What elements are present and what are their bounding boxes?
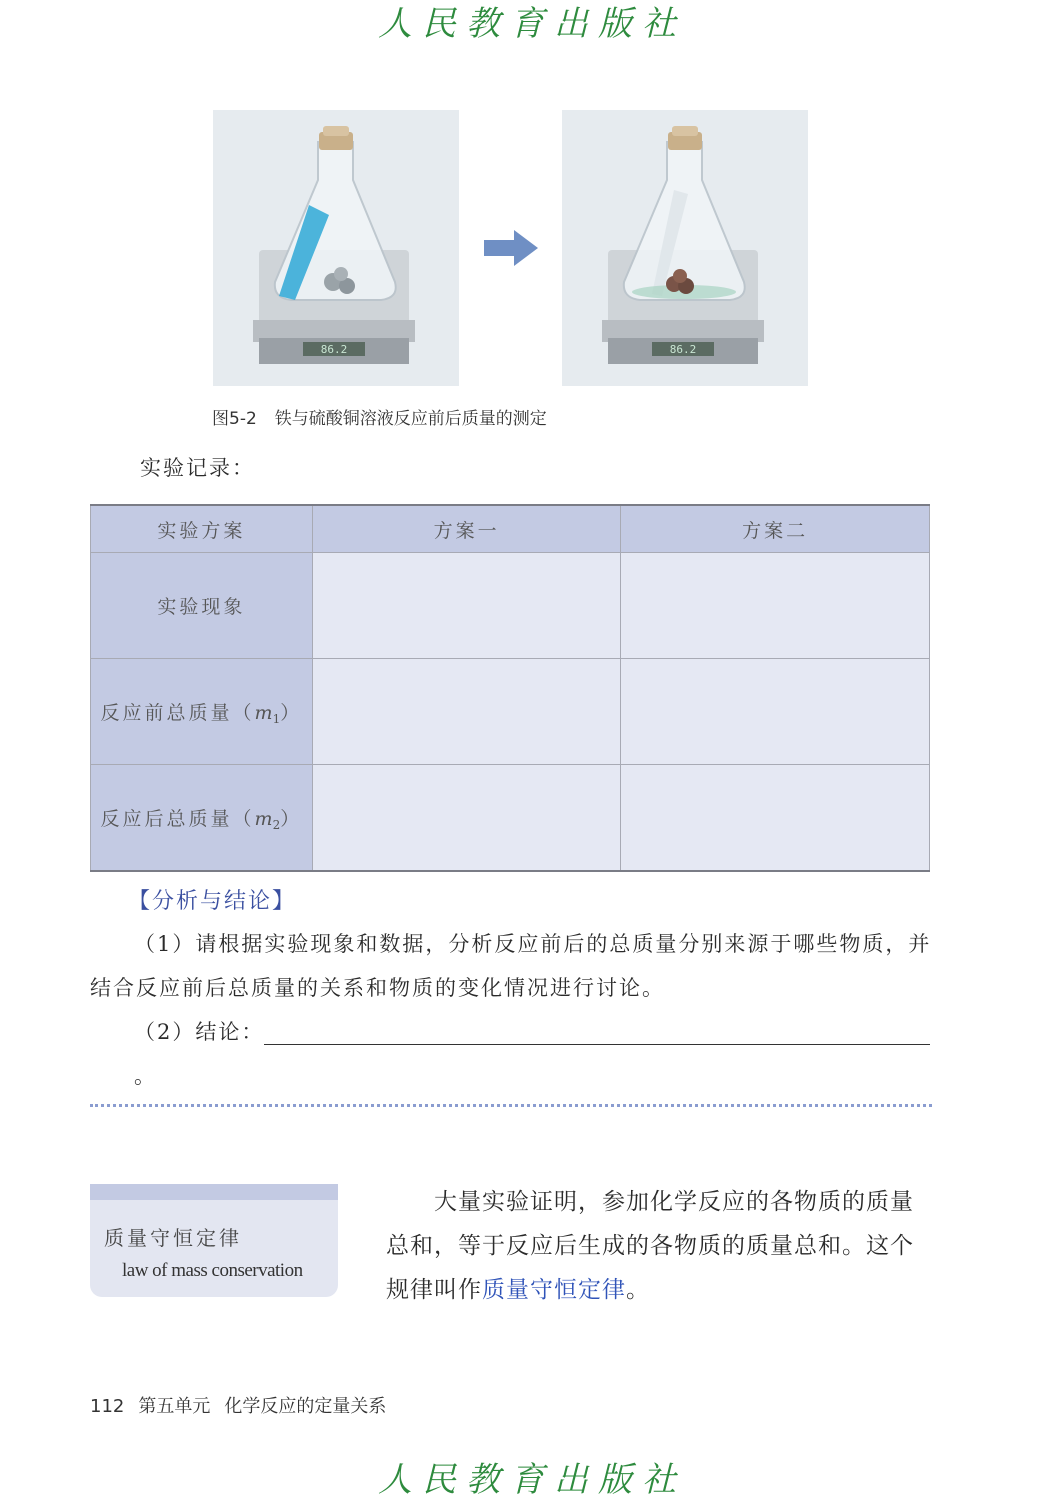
unit-title: 化学反应的定量关系 [224,1396,387,1417]
analysis-question-2: （2）结论：。 [90,1010,932,1098]
figure-number: 图5-2 [212,409,257,429]
page-footer [90,1392,400,1418]
term-chinese: 质量守恒定律 [104,1226,242,1250]
unit-label: 第五单元 [138,1396,211,1417]
table-cell-empty[interactable] [621,765,930,872]
table-cell-empty[interactable] [621,553,930,659]
scale-readout-before: 86.2 [320,343,348,356]
experiment-record-table [90,504,930,872]
photo-before-reaction [213,110,459,386]
main-paragraph: 大量实验证明，参加化学反应的各物质的质量总和，等于反应后生成的各物质的质量总和。这个规律叫作质量守恒定律。 [386,1189,914,1303]
row-label-mass-before: 反应前总质量$(m_1)$ [91,659,313,765]
table-header-plan-1: 方案一 [312,505,621,553]
table-cell-empty[interactable] [312,659,621,765]
conclusion-label: （2）结论： [134,1020,265,1044]
publisher-logo-top: 人民教育出版社 [378,4,686,44]
term-box [90,1184,338,1297]
table-row [91,553,930,659]
figure-caption [212,404,547,429]
page-number: 112 [90,1396,125,1417]
table-header-row [91,505,930,553]
table-header-plan-2: 方案二 [621,505,930,553]
table-row [91,765,930,872]
analysis-question-1: （1）请根据实验现象和数据，分析反应前后的总质量分别来源于哪些物质，并结合反应前后总质量的关系和物质的变化情况进行讨论。 [90,932,932,1000]
table-row [91,659,930,765]
highlight-term: 质量守恒定律 [482,1277,626,1303]
section-divider [90,1104,932,1107]
term-english: law of mass conservation [122,1260,303,1281]
table-cell-empty[interactable] [312,553,621,659]
publisher-logo-bottom: 人民教育出版社 [378,1460,686,1500]
table-header-plan: 实验方案 [91,505,313,553]
row-label-mass-after: 反应后总质量$(m_2)$ [91,765,313,872]
analysis-heading: 【分析与结论】 [128,889,297,914]
photo-after-reaction [562,110,808,386]
conclusion-blank[interactable] [264,1020,930,1045]
table-cell-empty[interactable] [312,765,621,872]
figure-caption-text: 铁与硫酸铜溶液反应前后质量的测定 [274,409,547,429]
table-cell-empty[interactable] [621,659,930,765]
record-title: 实验记录： [140,456,255,480]
row-label-phenomenon: 实验现象 [91,553,313,659]
arrow-right-icon [484,230,538,266]
scale-readout-after: 86.2 [669,343,697,356]
